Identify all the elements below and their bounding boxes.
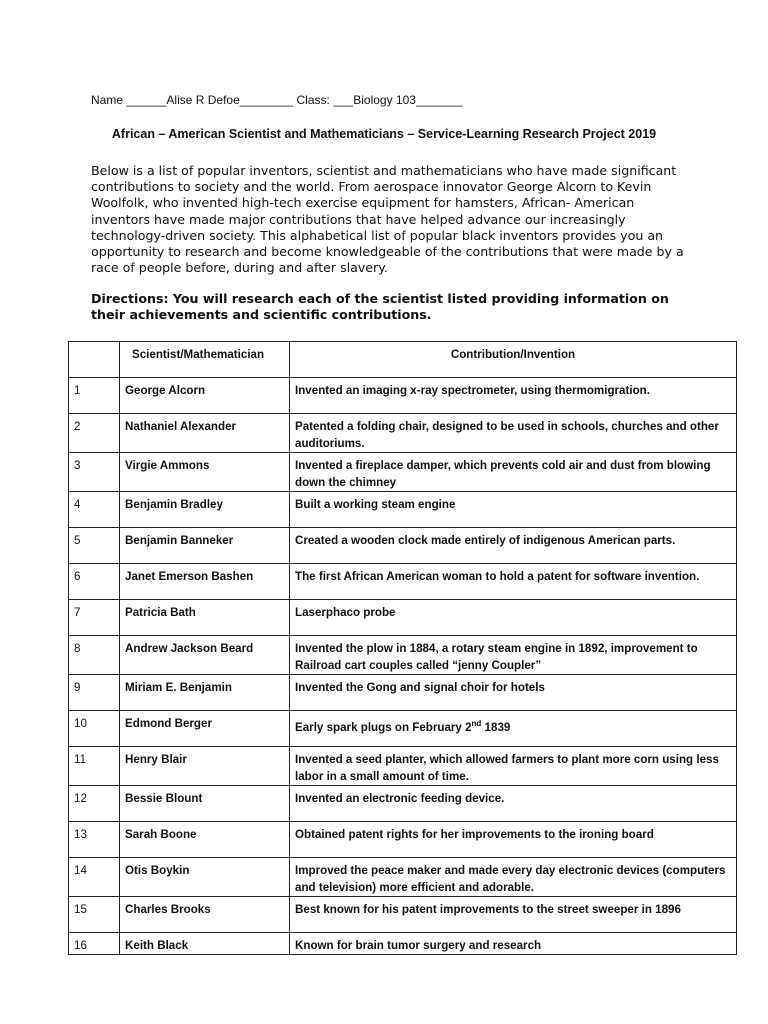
name-label: Name [91,93,124,107]
scientist-name: Benjamin Banneker [120,528,290,564]
student-header: Name ______Alise R Defoe________ Class: ___Biology 103_______ [91,93,463,107]
scientist-name: Miriam E. Benjamin [120,675,290,711]
directions-paragraph: Directions: You will research each of the scientist listed providing information on their achievements and scientific contributions. [91,291,669,323]
contribution: The first African American woman to hold a patent for software invention. [290,564,737,600]
contribution: Invented the plow in 1884, a rotary steam engine in 1892, improvement to Railroad cart couples called “jenny Coupler” [290,636,737,675]
class-label: Class: [296,93,330,107]
name-value: Alise R Defoe [166,93,240,107]
document-title: African – American Scientist and Mathematicians – Service-Learning Research Project 2019 [111,127,657,141]
scientist-name: Bessie Blount [120,786,290,822]
intro-paragraph: Below is a list of popular inventors, scientist and mathematicians who have made significant contributions to society and the world. From aerospace innovator George Alcorn to Kevin Woolfolk, who invented high-tech exercise equipment for hamsters, African- American inventors have made major contributions that have helped advance our increasingly technology-driven society. This alphabetical list of popular black inventors provides you an opportunity to research and become knowledgeable of the contributions that were made by a race of people before, during and after slavery. [91,163,684,276]
table-row [69,897,737,933]
table-row [69,414,737,453]
contribution [290,711,737,747]
scientist-name: Otis Boykin [120,858,290,897]
contribution-text-end: 1839 [481,720,511,734]
scientist-table [68,341,737,955]
contribution: Known for brain tumor surgery and research [290,933,737,955]
ordinal-suffix: nd [471,719,482,728]
row-number: 2 [69,414,120,453]
row-number: 13 [69,822,120,858]
table-row [69,600,737,636]
scientist-name: Virgie Ammons [120,453,290,492]
row-number: 15 [69,897,120,933]
table-row [69,822,737,858]
scientist-name: George Alcorn [120,378,290,414]
row-number: 11 [69,747,120,786]
contribution: Obtained patent rights for her improvements to the ironing board [290,822,737,858]
row-number: 1 [69,378,120,414]
class-value: Biology 103 [353,93,416,107]
row-number: 4 [69,492,120,528]
table-row [69,564,737,600]
row-number: 10 [69,711,120,747]
header-contribution: Contribution/Invention [290,342,737,378]
contribution: Invented a seed planter, which allowed farmers to plant more corn using less labor in a small amount of time. [290,747,737,786]
table-row [69,492,737,528]
scientist-name: Henry Blair [120,747,290,786]
contribution: Invented an imaging x-ray spectrometer, using thermomigration. [290,378,737,414]
row-number: 6 [69,564,120,600]
row-number: 3 [69,453,120,492]
scientist-name: Benjamin Bradley [120,492,290,528]
row-number: 14 [69,858,120,897]
table-row [69,675,737,711]
contribution: Built a working steam engine [290,492,737,528]
table-row [69,711,737,747]
row-number: 8 [69,636,120,675]
header-number [69,342,120,378]
table-row [69,453,737,492]
scientist-name: Patricia Bath [120,600,290,636]
table-row [69,528,737,564]
table-row [69,747,737,786]
scientist-name: Keith Black [120,933,290,955]
table-row [69,378,737,414]
contribution: Invented a fireplace damper, which prevents cold air and dust from blowing down the chimney [290,453,737,492]
scientist-name: Janet Emerson Bashen [120,564,290,600]
contribution-text: Early spark plugs on February 2 [295,720,472,734]
row-number: 16 [69,933,120,955]
scientist-name: Sarah Boone [120,822,290,858]
contribution: Patented a folding chair, designed to be used in schools, churches and other auditoriums. [290,414,737,453]
contribution: Created a wooden clock made entirely of indigenous American parts. [290,528,737,564]
row-number: 9 [69,675,120,711]
contribution: Invented the Gong and signal choir for hotels [290,675,737,711]
scientist-name: Charles Brooks [120,897,290,933]
row-number: 12 [69,786,120,822]
scientist-name: Nathaniel Alexander [120,414,290,453]
contribution: Best known for his patent improvements to the street sweeper in 1896 [290,897,737,933]
scientist-name: Edmond Berger [120,711,290,747]
header-scientist: Scientist/Mathematician [120,342,290,378]
contribution: Laserphaco probe [290,600,737,636]
table-row [69,636,737,675]
row-number: 5 [69,528,120,564]
table-header-row [69,342,737,378]
contribution: Invented an electronic feeding device. [290,786,737,822]
table-row [69,933,737,955]
table-row [69,786,737,822]
contribution: Improved the peace maker and made every day electronic devices (computers and television) more efficient and adorable. [290,858,737,897]
row-number: 7 [69,600,120,636]
table-row [69,858,737,897]
scientist-name: Andrew Jackson Beard [120,636,290,675]
